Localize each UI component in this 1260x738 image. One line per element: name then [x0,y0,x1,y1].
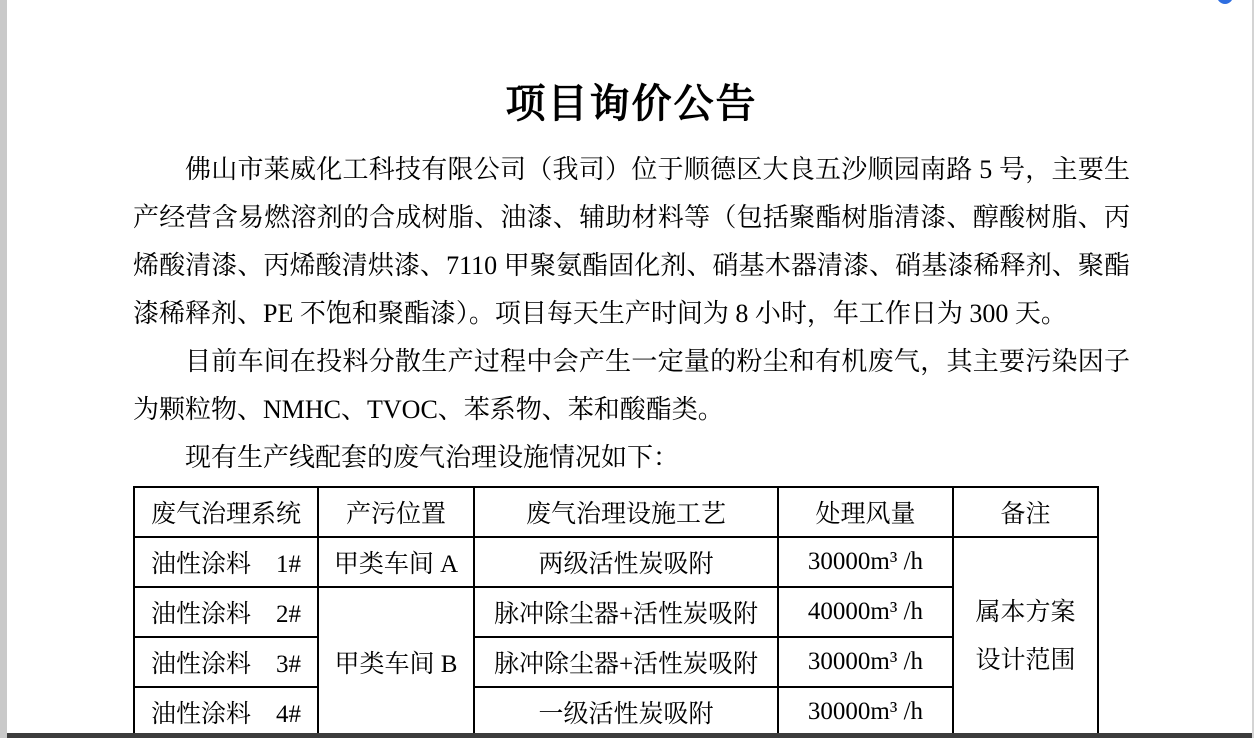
cell-process: 脉冲除尘器+活性炭吸附 [474,637,778,687]
waste-gas-treatment-table [133,486,1099,738]
cell-remark-merged [953,537,1098,737]
document-page [133,0,1130,738]
remark-line-2: 设计范围 [975,647,1076,674]
cell-airflow: 30000m³ /h [778,687,953,737]
col-header-process: 废气治理设施工艺 [474,487,778,537]
paragraph-table-lead-in: 现有生产线配套的废气治理设施情况如下： [185,443,680,472]
cell-location-merged: 甲类车间 B [318,587,474,737]
document-title: 项目询价公告 [505,81,758,126]
cell-process: 脉冲除尘器+活性炭吸附 [474,587,778,637]
paragraph-pollutants: 目前车间在投料分散生产过程中会产生一定量的粉尘和有机废气，其主要污染因子为颗粒物、NMHC、TVOC、苯系物、苯和酸酯类。 [133,347,1130,424]
cell-airflow: 40000m³ /h [778,587,953,637]
cell-system: 油性涂料 4# [134,687,318,737]
col-header-remark: 备注 [953,487,1098,537]
col-header-airflow: 处理风量 [778,487,953,537]
cell-location: 甲类车间 A [318,537,474,587]
floating-button-partial[interactable] [1217,0,1233,4]
cell-system: 油性涂料 2# [134,587,318,637]
paragraph-company-intro: 佛山市莱威化工科技有限公司（我司）位于顺德区大良五沙顺园南路 5 号，主要生产经营含易燃溶剂的合成树脂、油漆、辅助材料等（包括聚酯树脂清漆、醇酸树脂、丙烯酸清漆、丙烯酸清烘漆、7110 甲聚氨酯固化剂、硝基木器清漆、硝基漆稀释剂、聚酯漆稀释剂、PE 不饱和聚酯漆）。项目每天生产时间为 8 小时，年工作日为 300 天。 [133,155,1130,328]
table-header-row [134,487,1098,537]
cell-process: 两级活性炭吸附 [474,537,778,587]
cell-airflow: 30000m³ /h [778,537,953,587]
col-header-system: 废气治理系统 [134,487,318,537]
page-left-margin-strip [0,0,7,738]
col-header-location: 产污位置 [318,487,474,537]
viewport-bottom-band [7,733,1252,738]
cell-process: 一级活性炭吸附 [474,687,778,737]
cell-airflow: 30000m³ /h [778,637,953,687]
remark-line-1: 属本方案 [975,599,1076,626]
table-row [134,537,1098,587]
page-right-edge [1252,0,1254,738]
cell-system: 油性涂料 1# [134,537,318,587]
cell-system: 油性涂料 3# [134,637,318,687]
